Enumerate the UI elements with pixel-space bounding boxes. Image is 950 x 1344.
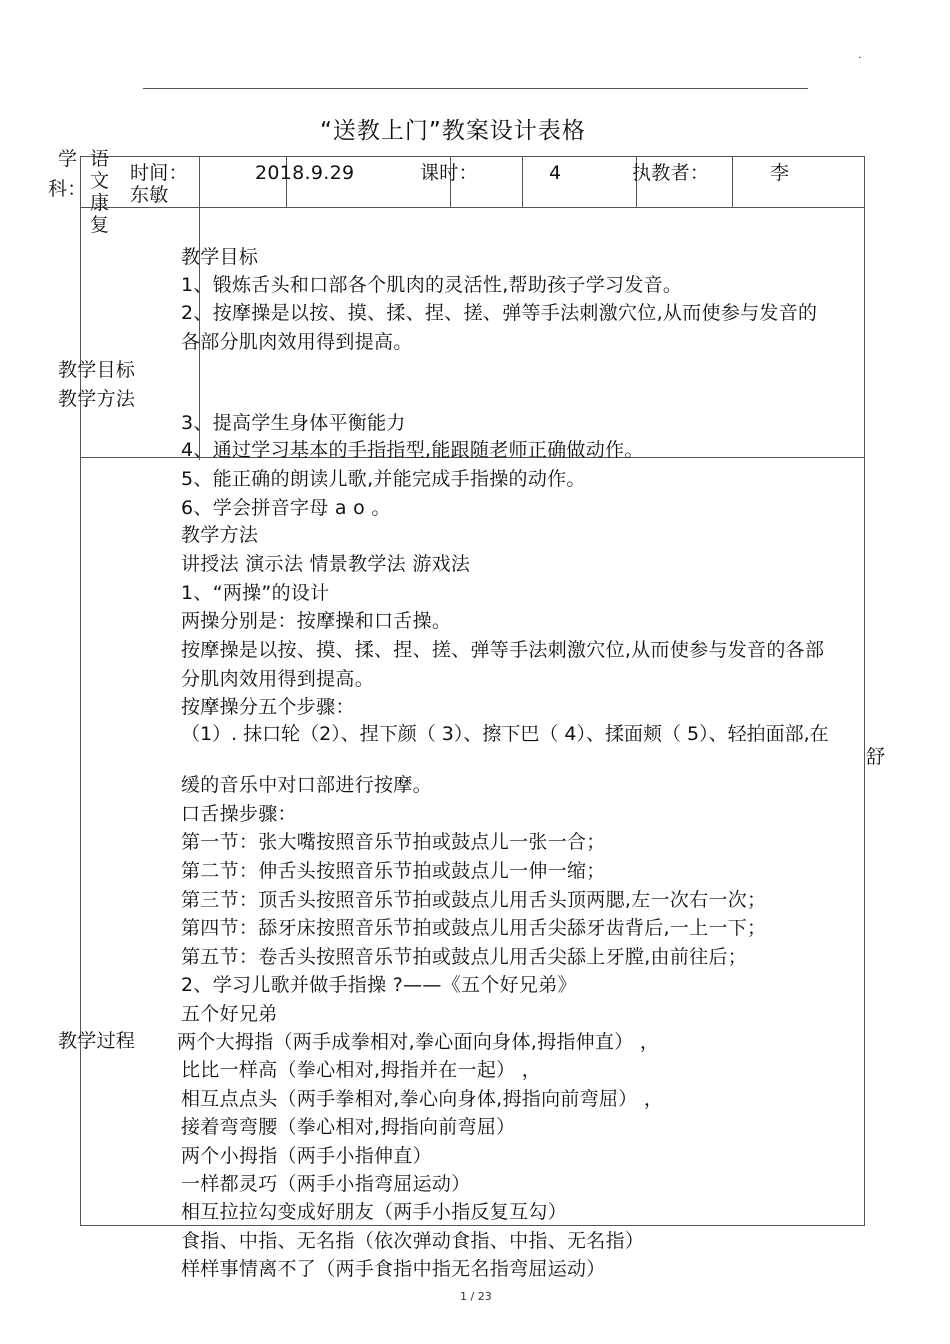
header-dot: . xyxy=(858,48,862,61)
table-line-top xyxy=(80,156,865,157)
subject-value xyxy=(90,148,112,236)
content-line: 4、通过学习基本的手指指型,能跟随老师正确做动作。 xyxy=(181,439,644,461)
content-line: 第二节：伸舌头按照音乐节拍或鼓点儿一伸一缩； xyxy=(181,860,606,882)
period-label: 课时： xyxy=(420,162,478,184)
teacher-name-head: 李 xyxy=(770,162,790,184)
row-label-process: 教学过程 xyxy=(58,1030,136,1052)
subject-label-2: 科： xyxy=(48,178,87,200)
content-line: 1、锻炼舌头和口部各个肌肉的灵活性,帮助孩子学习发音。 xyxy=(181,274,683,296)
content-line: 讲授法 演示法 情景教学法 游戏法 xyxy=(181,553,471,575)
content-line: 食指、中指、无名指（依次弹动食指、中指、无名指） xyxy=(181,1230,645,1252)
page-title: “送教上门”教案设计表格 xyxy=(320,118,586,144)
content-line: 口舌操步骤： xyxy=(181,803,297,825)
header-rule xyxy=(143,88,808,89)
content-line: 2、按摩操是以按、摸、揉、捏、搓、弹等手法刺激穴位,从而使参与发音的 xyxy=(181,302,818,324)
content-line: 教学方法 xyxy=(181,524,259,546)
content-line: 样样事情离不了（两手食指中指无名指弯屈运动） xyxy=(181,1258,606,1280)
table-line-right xyxy=(864,156,865,1226)
content-line: 舒 xyxy=(866,746,886,768)
content-line: 第五节：卷舌头按照音乐节拍或鼓点儿用舌尖舔上牙膛,由前往后； xyxy=(181,946,748,968)
content-line: 两个大拇指（两手成拳相对,拳心面向身体,拇指伸直） ， xyxy=(177,1031,660,1053)
content-line: 第四节：舔牙床按照音乐节拍或鼓点儿用舌尖舔牙齿背后,一上一下； xyxy=(181,917,767,939)
content-line: 两个小拇指（两手小指伸直） xyxy=(181,1145,432,1167)
table-line-header-bottom xyxy=(80,207,865,208)
table-line-bottom xyxy=(80,1225,865,1226)
content-line: 缓的音乐中对口部进行按摩。 xyxy=(181,774,432,796)
table-line-col-6 xyxy=(732,156,733,208)
table-line-left xyxy=(80,156,81,1226)
row-label-goals: 教学目标 xyxy=(58,359,136,381)
content-line: 教学目标 xyxy=(181,246,259,268)
content-line: 一样都灵巧（两手小指弯屈运动） xyxy=(181,1173,471,1195)
subject-char-3: 康 xyxy=(90,192,110,214)
subject-char-1: 语 xyxy=(90,148,110,170)
subject-label-1: 学 xyxy=(58,148,78,170)
content-line: 比比一样高（拳心相对,拇指并在一起） ， xyxy=(181,1059,542,1081)
content-line: 按摩操分五个步骤： xyxy=(181,696,355,718)
time-label: 时间： xyxy=(130,162,188,184)
content-line: 第三节：顶舌头按照音乐节拍或鼓点儿用舌头顶两腮,左一次右一次； xyxy=(181,889,767,911)
content-line: 1、“两操”的设计 xyxy=(181,582,330,604)
content-line: 相互点点头（两手拳相对,拳心向身体,拇指向前弯屈） ， xyxy=(181,1088,664,1110)
content-line: 两操分别是：按摩操和口舌操。 xyxy=(181,610,452,632)
content-line: 6、学会拼音字母 a o 。 xyxy=(181,497,391,519)
row-label-methods: 教学方法 xyxy=(58,388,136,410)
table-line-col-4 xyxy=(522,156,523,208)
content-line: 相互拉拉勾变成好朋友（两手小指反复互勾） xyxy=(181,1201,568,1223)
content-line: 5、能正确的朗读儿歌,并能完成手指操的动作。 xyxy=(181,468,586,490)
teacher-name-tail: 东敏 xyxy=(130,184,169,206)
content-line: 五个好兄弟 xyxy=(181,1003,278,1025)
content-line: 分肌肉效用得到提高。 xyxy=(181,668,375,690)
content-line: 按摩操是以按、摸、揉、捏、搓、弹等手法刺激穴位,从而使参与发音的各部 xyxy=(181,639,825,661)
content-line: 第一节：张大嘴按照音乐节拍或鼓点儿一张一合； xyxy=(181,831,606,853)
page-number: 1 / 23 xyxy=(460,1290,492,1303)
subject-char-2: 文 xyxy=(90,170,110,192)
time-value: 2018.9.29 xyxy=(255,162,355,184)
content-line: 2、学习儿歌并做手指操 ?——《五个好兄弟》 xyxy=(181,974,577,996)
content-line: （1）. 抹口轮（2）、捏下颜（ 3）、擦下巴（ 4）、揉面颊（ 5）、轻拍面部,在 xyxy=(181,723,829,745)
teacher-label: 执教者： xyxy=(632,162,710,184)
content-line: 接着弯弯腰（拳心相对,拇指向前弯屈） xyxy=(181,1116,516,1138)
content-line: 各部分肌肉效用得到提高。 xyxy=(181,331,413,353)
period-value: 4 xyxy=(549,162,562,184)
content-line: 3、提高学生身体平衡能力 xyxy=(181,412,406,434)
subject-char-4: 复 xyxy=(90,214,110,236)
